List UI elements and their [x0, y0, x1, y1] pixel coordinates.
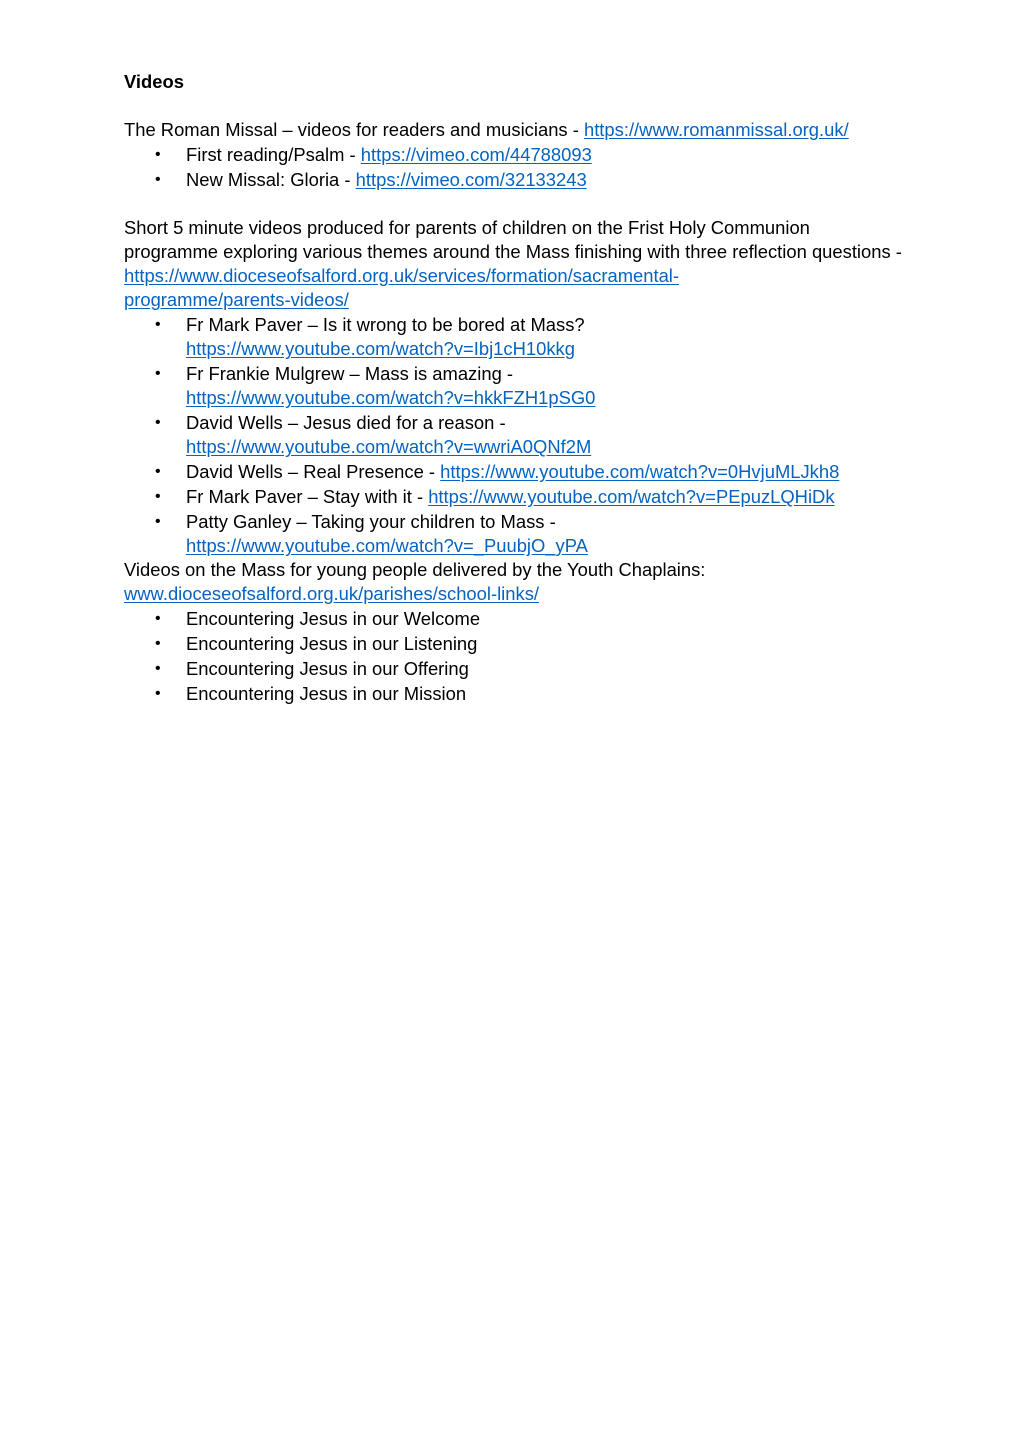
bullet-icon: • — [155, 414, 161, 431]
youth-intro-text: Videos on the Mass for young people delivered by the Youth Chaplains: — [124, 559, 706, 580]
list-item-text: David Wells – Jesus died for a reason - — [186, 412, 506, 433]
missal-link[interactable]: https://www.romanmissal.org.uk/ — [583, 119, 849, 140]
bullet-icon: • — [155, 316, 161, 333]
school-links-link[interactable]: www.dioceseofsalford.org.uk/parishes/school-links/ — [124, 583, 540, 604]
missal-intro-text: The Roman Missal – videos for readers and musicians - — [124, 119, 584, 140]
missal-intro — [124, 118, 904, 142]
list-item — [124, 510, 904, 558]
video-link[interactable]: https://www.youtube.com/watch?v=0HvjuMLJkh8 — [440, 461, 840, 482]
video-link[interactable]: https://www.youtube.com/watch?v=_PuubjO_yPA — [186, 535, 588, 556]
parents-intro-text: Short 5 minute videos produced for parents of children on the Frist Holy Communion programme exploring various themes around the Mass finishing with three reflection questions - — [124, 217, 902, 262]
list-item — [124, 168, 904, 192]
parents-intro — [124, 216, 904, 312]
list-item — [124, 143, 904, 167]
video-link[interactable]: https://www.youtube.com/watch?v=Ibj1cH10kkg — [186, 338, 575, 359]
bullet-icon: • — [155, 610, 161, 627]
bullet-icon: • — [155, 513, 161, 530]
list-item — [124, 411, 904, 459]
list-item — [124, 362, 904, 410]
list-item-text: David Wells – Real Presence - — [186, 461, 441, 482]
parents-videos-link-part1: https://www.dioceseofsalford.org.uk/services/formation/sacramental- — [124, 265, 680, 286]
bullet-icon: • — [155, 488, 161, 505]
video-link[interactable]: https://www.youtube.com/watch?v=hkkFZH1pSG0 — [186, 387, 596, 408]
video-link[interactable]: https://vimeo.com/32133243 — [355, 169, 587, 190]
list-item-text: Patty Ganley – Taking your children to Mass - — [186, 511, 556, 532]
video-link[interactable]: https://www.youtube.com/watch?v=wwriA0QNf2M — [186, 436, 592, 457]
list-item — [124, 657, 904, 681]
parents-videos-link-part2: programme/parents-videos/ — [124, 289, 349, 310]
parents-list — [124, 313, 904, 558]
parents-videos-link[interactable] — [124, 265, 679, 310]
bullet-icon: • — [155, 463, 161, 480]
list-item-text: Encountering Jesus in our Listening — [186, 633, 478, 654]
list-item — [124, 460, 904, 484]
list-item — [124, 632, 904, 656]
video-link[interactable]: https://vimeo.com/44788093 — [360, 144, 592, 165]
youth-list — [124, 607, 904, 706]
bullet-icon: • — [155, 685, 161, 702]
list-item-text: First reading/Psalm - — [186, 144, 361, 165]
list-item-text: Fr Frankie Mulgrew – Mass is amazing - — [186, 363, 514, 384]
list-item-text: Fr Mark Paver – Is it wrong to be bored at Mass? — [186, 314, 585, 335]
list-item-text: Encountering Jesus in our Mission — [186, 683, 467, 704]
list-item — [124, 682, 904, 706]
list-item-text: New Missal: Gloria - — [186, 169, 356, 190]
list-item-text: Encountering Jesus in our Welcome — [186, 608, 481, 629]
bullet-icon: • — [155, 146, 161, 163]
document-page — [124, 70, 904, 706]
video-link[interactable]: https://www.youtube.com/watch?v=PEpuzLQHiDk — [428, 486, 835, 507]
page-title: Videos — [124, 71, 184, 92]
bullet-icon: • — [155, 635, 161, 652]
list-item — [124, 313, 904, 361]
list-item-text: Encountering Jesus in our Offering — [186, 658, 469, 679]
missal-list — [124, 143, 904, 192]
bullet-icon: • — [155, 365, 161, 382]
list-item — [124, 607, 904, 631]
youth-intro — [124, 558, 904, 606]
bullet-icon: • — [155, 171, 161, 188]
bullet-icon: • — [155, 660, 161, 677]
list-item-text: Fr Mark Paver – Stay with it - — [186, 486, 429, 507]
list-item — [124, 485, 904, 509]
